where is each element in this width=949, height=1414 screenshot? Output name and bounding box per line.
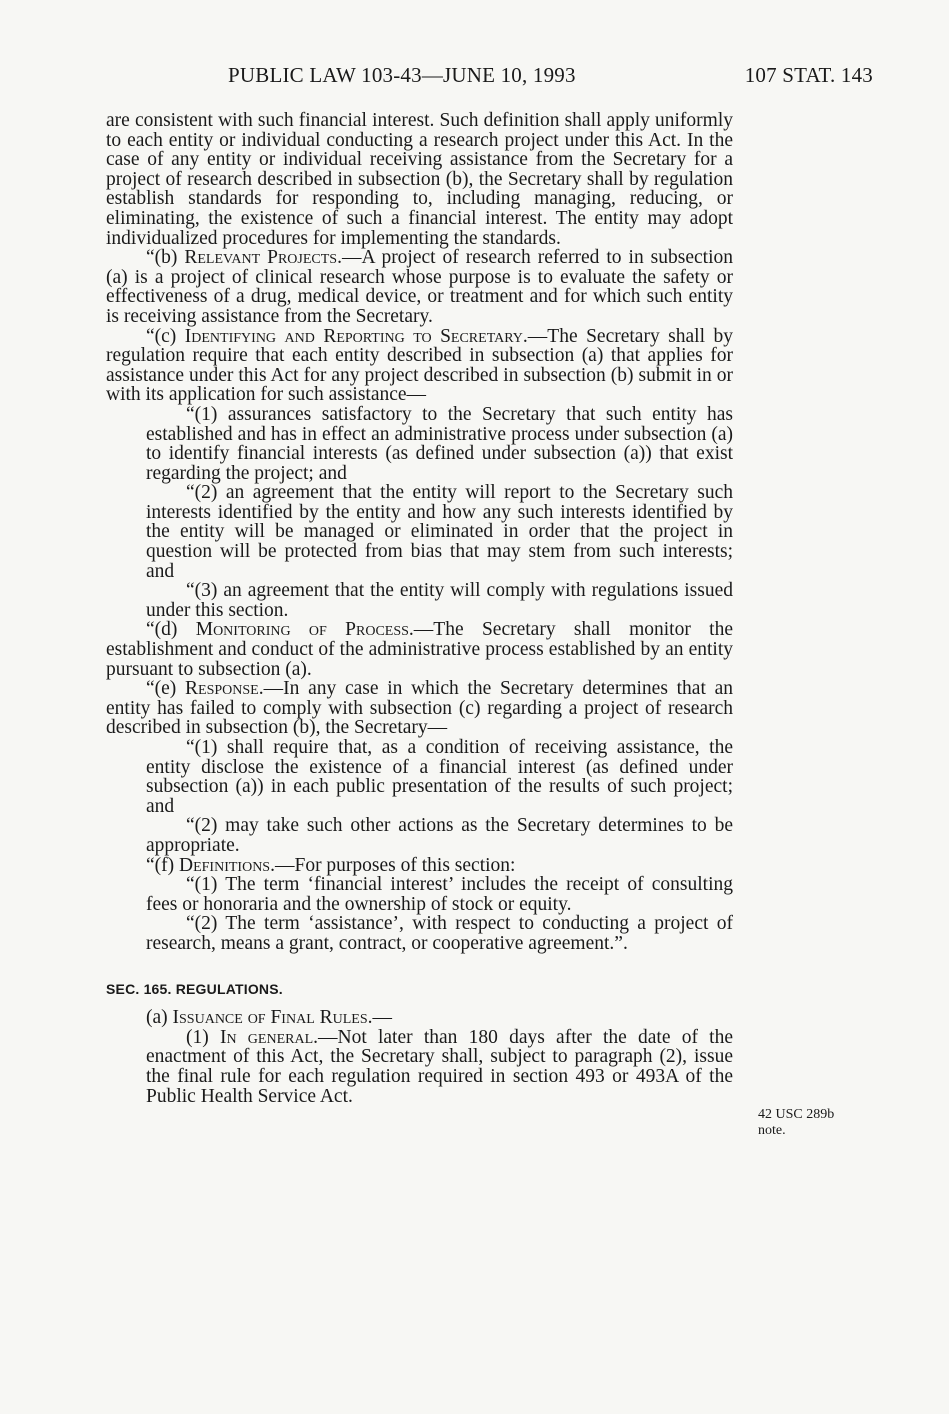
margin-citation-note bbox=[758, 1107, 878, 1139]
subsection-d-heading: Monitoring of Process. bbox=[195, 619, 414, 641]
subsection-a-heading-line: (a) Issuance of Final Rules.— bbox=[146, 1007, 393, 1029]
running-header-stat-page: 107 STAT. 143 bbox=[744, 63, 873, 87]
statute-body bbox=[106, 111, 733, 1106]
subsection-e-heading: Response. bbox=[185, 678, 264, 700]
paragraph-c3: “(3) an agreement that the entity will comply with regulations issued under this section. bbox=[146, 580, 733, 621]
subsection-d: “(d) Monitoring of Process.—The Secretary shall monitor the establishment and conduct of the administrative process established by an entity pursuant to subsection (a). bbox=[106, 619, 733, 680]
paragraph-e1: “(1) shall require that, as a condition of receiving assistance, the entity disclose the existence of a financial interest (as defined under subsection (a)) in each public presentation of the results of such project; and bbox=[146, 737, 733, 817]
subsection-c-heading: Identifying and Reporting to Secretary. bbox=[184, 325, 528, 347]
section-heading: SEC. 165. REGULATIONS. bbox=[106, 980, 283, 997]
subsection-f-heading: Definitions. bbox=[179, 854, 275, 876]
subsection-e: “(e) Response.—In any case in which the Secretary determines that an entity has failed to comply with subsection (c) regarding a project of research described in subsection (b), the Secretary— bbox=[106, 678, 733, 739]
margin-note-line-2: note. bbox=[758, 1123, 786, 1138]
paragraph-e2: “(2) may take such other actions as the Secretary determines to be appropriate. bbox=[146, 815, 733, 856]
subsection-b: “(b) Relevant Projects.—A project of research referred to in subsection (a) is a project of clinical research whose purpose is to evaluate the safety or effectiveness of a drug, medical device, or treatment and for which such entity is receiving assistance from the Secretary. bbox=[106, 247, 733, 327]
subsection-b-heading: Relevant Projects. bbox=[184, 247, 342, 269]
paragraph-c2: “(2) an agreement that the entity will report to the Secretary such interests identified by the entity and how any such interests identified by the entity will be managed or eliminated in order that the project in question will be protected from bias that may stem from such interests; and bbox=[146, 482, 733, 582]
paragraph-c1: “(1) assurances satisfactory to the Secretary that such entity has established and has in effect an administrative process under subsection (a) to identify financial interests (as defined under subsection (a)) that exist regarding the project; and bbox=[146, 403, 733, 484]
subsection-f: “(f) Definitions.—For purposes of this section: bbox=[146, 854, 516, 876]
paragraph-a1-heading: In general. bbox=[219, 1026, 318, 1048]
running-header-title: PUBLIC LAW 103-43—JUNE 10, 1993 bbox=[228, 63, 576, 87]
paragraph-f1: “(1) The term ‘financial interest’ includes the receipt of consulting fees or honoraria and the ownership of stock or equity. bbox=[146, 874, 733, 915]
subsection-c: “(c) Identifying and Reporting to Secretary.—The Secretary shall by regulation require that each entity described in subsection (a) that applies for assistance under this Act for any project described in subsection (b) submit in or with its application for such assistance— bbox=[106, 325, 733, 406]
subsection-a-heading: Issuance of Final Rules. bbox=[172, 1007, 373, 1029]
paragraph-a1: (1) In general.—Not later than 180 days after the date of the enactment of this Act, the Secretary shall, subject to paragraph (2), issue the final rule for each regulation required in section 493 or 493A of the Public Health Service Act. bbox=[146, 1026, 733, 1107]
paragraph-f2: “(2) The term ‘assistance’, with respect to conducting a project of research, means a grant, contract, or cooperative agreement.”. bbox=[146, 913, 733, 954]
paragraph-continued: are consistent with such financial interest. Such definition shall apply uniformly to each entity or individual conducting a research project under this Act. In the case of any entity or individual receiving assistance from the Secretary for a project of research described in subsection (b), the Secretary shall by regulation establish standards for responding to, including managing, reducing, or eliminating, the existence of such a financial interest. The entity may adopt individualized procedures for implementing the standards. bbox=[106, 110, 733, 249]
margin-note-line-1: 42 USC 289b bbox=[758, 1107, 835, 1122]
